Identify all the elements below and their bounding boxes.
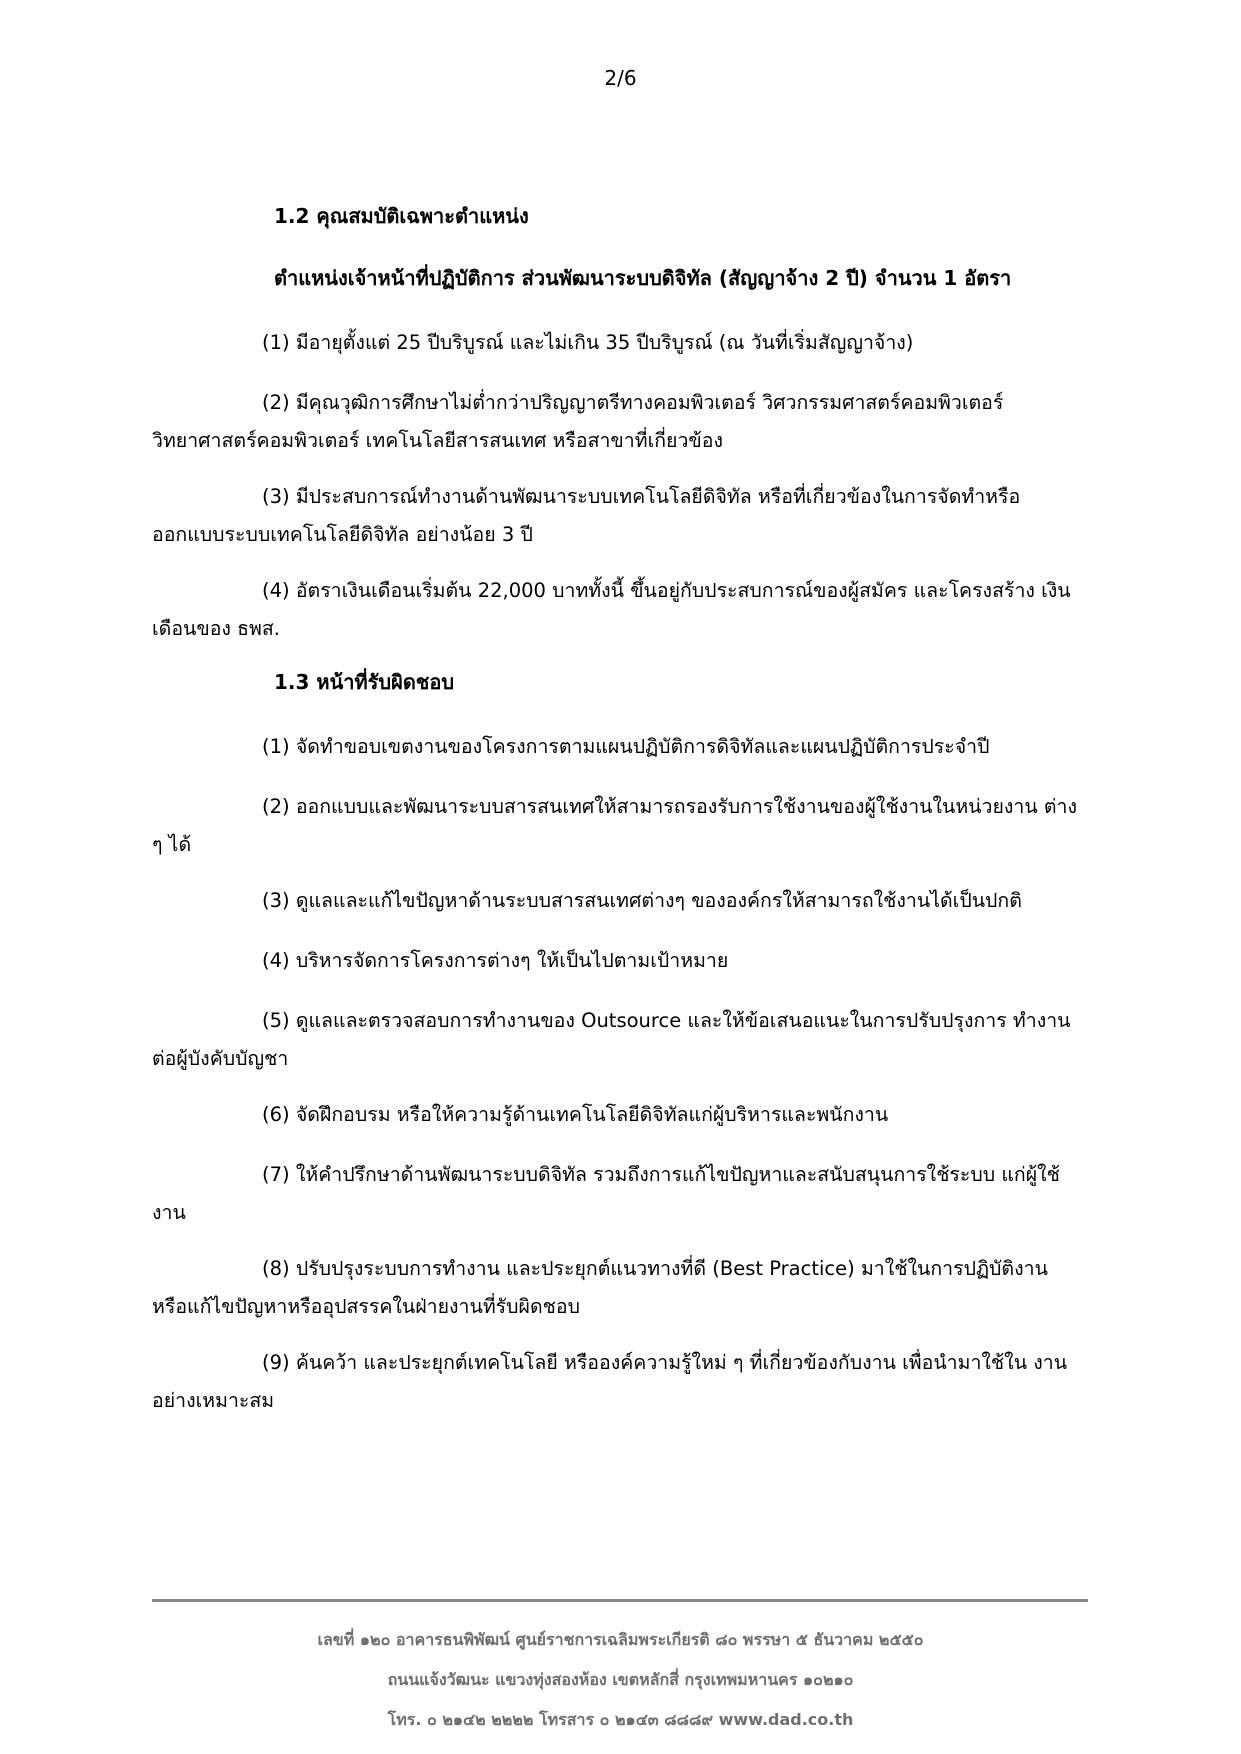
responsibility-item: (6) จัดฝึกอบรม หรือให้ความรู้ด้านเทคโนโลยีดิจิทัลแก่ผู้บริหารและพนักงาน xyxy=(262,1103,889,1126)
responsibility-item: (3) ดูแลและแก้ไขปัญหาด้านระบบสารสนเทศต่างๆ ขององค์กรให้สามารถใช้งานได้เป็นปกติ xyxy=(262,889,1022,912)
qualification-item: (3) มีประสบการณ์ทำงานด้านพัฒนาระบบเทคโนโลยีดิจิทัล หรือที่เกี่ยวข้องในการจัดทำหรือ ออกแบบระบบเทคโนโลยีดิจิทัล อย่างน้อย 3 ปี xyxy=(152,485,1021,546)
footer-address-line: เลขที่ ๑๒๐ อาคารธนพิพัฒน์ ศูนย์ราชการเฉลิมพระเกียรติ ๘๐ พรรษา ๕ ธันวาคม ๒๕๕๐ xyxy=(317,1630,924,1649)
responsibility-item: (4) บริหารจัดการโครงการต่างๆ ให้เป็นไปตามเป้าหมาย xyxy=(262,949,729,972)
section-heading-responsibilities: 1.3 หน้าที่รับผิดชอบ xyxy=(274,670,455,694)
qualification-item: (1) มีอายุตั้งแต่ 25 ปีบริบูรณ์ และไม่เกิน 35 ปีบริบูรณ์ (ณ วันที่เริ่มสัญญาจ้าง) xyxy=(262,331,914,354)
responsibility-item: (2) ออกแบบและพัฒนาระบบสารสนเทศให้สามารถรองรับการใช้งานของผู้ใช้งานในหน่วยงาน ต่าง ๆ ได้ xyxy=(152,795,1078,856)
qualification-item: (4) อัตราเงินเดือนเริ่มต้น 22,000 บาททั้งนี้ ขึ้นอยู่กับประสบการณ์ของผู้สมัคร และโครงสร้าง เงินเดือนของ ธพส. xyxy=(152,579,1071,640)
responsibility-item: (7) ให้คำปรึกษาด้านพัฒนาระบบดิจิทัล รวมถึงการแก้ไขปัญหาและสนับสนุนการใช้ระบบ แก่ผู้ใช้งาน xyxy=(152,1163,1060,1224)
footer xyxy=(0,1620,1241,1740)
position-title: ตำแหน่งเจ้าหน้าที่ปฏิบัติการ ส่วนพัฒนาระบบดิจิทัล (สัญญาจ้าง 2 ปี) จำนวน 1 อัตรา xyxy=(274,266,1012,290)
footer-divider xyxy=(152,1599,1088,1602)
qualification-item: (2) มีคุณวุฒิการศึกษาไม่ต่ำกว่าปริญญาตรีทางคอมพิวเตอร์ วิศวกรรมศาสตร์คอมพิวเตอร์ วิทยาศาสตร์คอมพิวเตอร์ เทคโนโลยีสารสนเทศ หรือสาขาที่เกี่ยวข้อง xyxy=(152,391,1004,452)
responsibility-item: (9) ค้นคว้า และประยุกต์เทคโนโลยี หรือองค์ความรู้ใหม่ ๆ ที่เกี่ยวข้องกับงาน เพื่อนำมาใช้ใน งานอย่างเหมาะสม xyxy=(152,1351,1068,1412)
footer-contact-line: โทร. ๐ ๒๑๔๒ ๒๒๒๒ โทรสาร ๐ ๒๑๔๓ ๘๘๘๙ www.dad.co.th xyxy=(387,1710,854,1729)
responsibility-item: (1) จัดทำขอบเขตงานของโครงการตามแผนปฏิบัติการดิจิทัลและแผนปฏิบัติการประจำปี xyxy=(262,735,990,758)
responsibility-item: (8) ปรับปรุงระบบการทำงาน และประยุกต์แนวทางที่ดี (Best Practice) มาใช้ในการปฏิบัติงาน หรือแก้ไขปัญหาหรืออุปสรรคในฝ่ายงานที่รับผิดชอบ xyxy=(152,1257,1048,1318)
footer-address-line: ถนนแจ้งวัฒนะ แขวงทุ่งสองห้อง เขตหลักสี่ กรุงเทพมหานคร ๑๐๒๑๐ xyxy=(387,1670,854,1689)
section-heading-qualifications: 1.2 คุณสมบัติเฉพาะตำแหน่ง xyxy=(274,204,529,228)
document-body xyxy=(152,200,1088,1438)
responsibility-item: (5) ดูแลและตรวจสอบการทำงานของ Outsource และให้ข้อเสนอแนะในการปรับปรุงการ ทำงานต่อผู้บังคับบัญชา xyxy=(152,1009,1071,1070)
page-number: 2/6 xyxy=(604,66,637,90)
